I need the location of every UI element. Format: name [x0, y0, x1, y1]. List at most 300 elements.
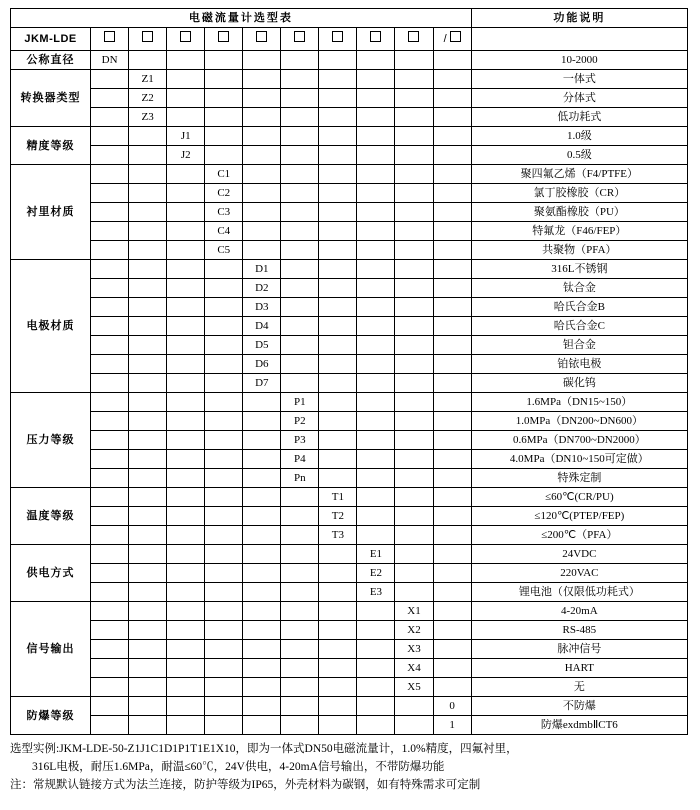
empty-cell [243, 678, 281, 697]
empty-cell [395, 146, 433, 165]
empty-cell [395, 374, 433, 393]
code-cell[interactable]: P3 [281, 431, 319, 450]
empty-cell [319, 336, 357, 355]
empty-cell [129, 602, 167, 621]
empty-cell [243, 241, 281, 260]
code-cell[interactable]: DN [91, 51, 129, 70]
empty-cell [357, 412, 395, 431]
empty-cell [357, 317, 395, 336]
empty-cell [357, 488, 395, 507]
empty-cell [281, 165, 319, 184]
empty-cell [129, 640, 167, 659]
empty-cell [281, 583, 319, 602]
empty-cell [129, 374, 167, 393]
empty-cell [357, 640, 395, 659]
empty-cell [395, 184, 433, 203]
empty-cell [91, 602, 129, 621]
empty-cell [395, 317, 433, 336]
model-code-box-10[interactable] [433, 28, 471, 51]
empty-cell [319, 279, 357, 298]
code-cell[interactable]: 1 [433, 716, 471, 735]
empty-cell [91, 488, 129, 507]
empty-cell [281, 127, 319, 146]
empty-cell [91, 203, 129, 222]
empty-cell [433, 488, 471, 507]
empty-cell [91, 716, 129, 735]
empty-cell [357, 526, 395, 545]
empty-cell [243, 89, 281, 108]
empty-cell [91, 526, 129, 545]
empty-cell [129, 412, 167, 431]
row-label-7: 温度等级 [11, 488, 91, 545]
empty-cell [433, 412, 471, 431]
empty-cell [319, 716, 357, 735]
empty-cell [129, 241, 167, 260]
empty-cell [357, 678, 395, 697]
description-cell: 4-20mA [471, 602, 687, 621]
empty-cell [357, 241, 395, 260]
empty-cell [205, 51, 243, 70]
empty-cell [281, 640, 319, 659]
empty-cell [91, 431, 129, 450]
empty-cell [433, 260, 471, 279]
code-cell[interactable]: D7 [243, 374, 281, 393]
empty-cell [281, 241, 319, 260]
checkbox-glyph[interactable] [408, 31, 419, 42]
empty-cell [129, 488, 167, 507]
checkbox-glyph[interactable] [450, 31, 461, 42]
code-cell[interactable]: Z3 [129, 108, 167, 127]
empty-cell [357, 431, 395, 450]
empty-cell [167, 184, 205, 203]
description-cell: 分体式 [471, 89, 687, 108]
empty-cell [281, 678, 319, 697]
empty-cell [167, 393, 205, 412]
empty-cell [205, 279, 243, 298]
empty-cell [395, 70, 433, 89]
empty-cell [357, 374, 395, 393]
description-cell: 哈氏合金C [471, 317, 687, 336]
empty-cell [129, 583, 167, 602]
empty-cell [395, 108, 433, 127]
empty-cell [433, 222, 471, 241]
row-label-6: 压力等级 [11, 393, 91, 488]
code-cell[interactable]: T3 [319, 526, 357, 545]
empty-cell [167, 374, 205, 393]
description-cell: ≤120℃(PTEP/FEP) [471, 507, 687, 526]
model-code-box-8[interactable] [357, 28, 395, 51]
row-label-4: 衬里材质 [11, 165, 91, 260]
empty-cell [243, 716, 281, 735]
empty-cell [357, 621, 395, 640]
checkbox-glyph[interactable] [104, 31, 115, 42]
empty-cell [433, 621, 471, 640]
empty-cell [319, 355, 357, 374]
code-cell[interactable]: P4 [281, 450, 319, 469]
empty-cell [167, 450, 205, 469]
empty-cell [91, 374, 129, 393]
code-cell[interactable]: C2 [205, 184, 243, 203]
empty-cell [91, 336, 129, 355]
empty-cell [319, 583, 357, 602]
function-title: 功能说明 [471, 9, 687, 28]
empty-cell [205, 526, 243, 545]
code-cell[interactable]: D2 [243, 279, 281, 298]
empty-cell [319, 431, 357, 450]
empty-cell [129, 716, 167, 735]
empty-cell [205, 678, 243, 697]
table-title: 电磁流量计选型表 [11, 9, 472, 28]
empty-cell [357, 336, 395, 355]
description-cell: 哈氏合金B [471, 298, 687, 317]
slash-separator: / [443, 33, 447, 45]
empty-cell [91, 241, 129, 260]
empty-cell [357, 70, 395, 89]
empty-cell [91, 469, 129, 488]
code-cell[interactable]: C1 [205, 165, 243, 184]
empty-cell [395, 393, 433, 412]
empty-cell [205, 412, 243, 431]
empty-cell [91, 678, 129, 697]
empty-cell [395, 583, 433, 602]
empty-cell [395, 450, 433, 469]
empty-cell [129, 469, 167, 488]
empty-cell [395, 241, 433, 260]
code-cell[interactable]: D4 [243, 317, 281, 336]
checkbox-glyph[interactable] [142, 31, 153, 42]
empty-cell [129, 450, 167, 469]
row-label-5: 电极材质 [11, 260, 91, 393]
checkbox-glyph[interactable] [218, 31, 229, 42]
empty-cell [395, 127, 433, 146]
description-cell: 1.0级 [471, 127, 687, 146]
code-cell[interactable]: P2 [281, 412, 319, 431]
empty-cell [433, 393, 471, 412]
empty-cell [281, 488, 319, 507]
empty-cell [395, 260, 433, 279]
model-code-box-9[interactable] [395, 28, 433, 51]
empty-cell [319, 108, 357, 127]
description-cell: 聚氨酯橡胶（PU） [471, 203, 687, 222]
row-label-3: 精度等级 [11, 127, 91, 165]
empty-cell [205, 146, 243, 165]
empty-cell [205, 393, 243, 412]
empty-cell [205, 336, 243, 355]
description-cell: 不防爆 [471, 697, 687, 716]
empty-cell [319, 697, 357, 716]
empty-cell [281, 621, 319, 640]
notes-block [10, 741, 688, 794]
empty-cell [243, 526, 281, 545]
empty-cell [167, 260, 205, 279]
empty-cell [357, 602, 395, 621]
model-code-box-4[interactable] [205, 28, 243, 51]
model-code-box-7[interactable] [319, 28, 357, 51]
empty-cell [243, 469, 281, 488]
empty-cell [319, 469, 357, 488]
empty-cell [243, 697, 281, 716]
empty-cell [433, 165, 471, 184]
model-code-box-2[interactable] [129, 28, 167, 51]
empty-cell [167, 678, 205, 697]
empty-cell [91, 165, 129, 184]
empty-cell [129, 317, 167, 336]
description-cell: 钽合金 [471, 336, 687, 355]
description-cell: 脉冲信号 [471, 640, 687, 659]
empty-cell [319, 127, 357, 146]
empty-cell [395, 51, 433, 70]
empty-cell [357, 184, 395, 203]
description-cell: 碳化钨 [471, 374, 687, 393]
empty-cell [357, 108, 395, 127]
code-cell[interactable]: C3 [205, 203, 243, 222]
description-cell: 10-2000 [471, 51, 687, 70]
empty-cell [91, 659, 129, 678]
code-cell[interactable]: C5 [205, 241, 243, 260]
code-cell[interactable]: D3 [243, 298, 281, 317]
empty-cell [319, 146, 357, 165]
code-cell[interactable]: X1 [395, 602, 433, 621]
empty-cell [129, 526, 167, 545]
code-cell[interactable]: D1 [243, 260, 281, 279]
empty-cell [205, 127, 243, 146]
empty-cell [167, 317, 205, 336]
model-code-box-1[interactable] [91, 28, 129, 51]
code-cell[interactable]: C4 [205, 222, 243, 241]
empty-cell [395, 412, 433, 431]
empty-cell [433, 602, 471, 621]
empty-cell [433, 431, 471, 450]
empty-cell [129, 165, 167, 184]
description-cell: 0.5级 [471, 146, 687, 165]
empty-cell [281, 146, 319, 165]
checkbox-glyph[interactable] [332, 31, 343, 42]
code-cell[interactable]: Z2 [129, 89, 167, 108]
empty-cell [395, 488, 433, 507]
empty-cell [91, 545, 129, 564]
empty-cell [395, 203, 433, 222]
empty-cell [91, 393, 129, 412]
code-cell[interactable]: D5 [243, 336, 281, 355]
empty-cell [167, 564, 205, 583]
empty-cell [205, 298, 243, 317]
empty-cell [167, 469, 205, 488]
empty-cell [281, 203, 319, 222]
empty-cell [319, 222, 357, 241]
empty-cell [357, 298, 395, 317]
description-cell: 220VAC [471, 564, 687, 583]
empty-cell [167, 488, 205, 507]
code-cell[interactable]: T1 [319, 488, 357, 507]
empty-cell [281, 374, 319, 393]
description-cell: ≤60℃(CR/PU) [471, 488, 687, 507]
empty-cell [433, 336, 471, 355]
empty-cell [129, 51, 167, 70]
empty-cell [129, 184, 167, 203]
empty-cell [357, 659, 395, 678]
empty-cell [281, 51, 319, 70]
empty-cell [281, 336, 319, 355]
code-cell[interactable]: J2 [167, 146, 205, 165]
code-cell[interactable]: D6 [243, 355, 281, 374]
code-cell[interactable]: T2 [319, 507, 357, 526]
empty-cell [281, 184, 319, 203]
description-cell: 聚四氟乙烯（F4/PTFE） [471, 165, 687, 184]
empty-cell [167, 507, 205, 526]
checkbox-glyph[interactable] [180, 31, 191, 42]
description-cell: 1.0MPa（DN200~DN600） [471, 412, 687, 431]
empty-cell [395, 298, 433, 317]
empty-cell [395, 526, 433, 545]
empty-cell [167, 545, 205, 564]
code-cell[interactable]: E1 [357, 545, 395, 564]
description-cell: RS-485 [471, 621, 687, 640]
description-cell: 无 [471, 678, 687, 697]
empty-cell [433, 355, 471, 374]
empty-cell [357, 222, 395, 241]
empty-cell [205, 469, 243, 488]
empty-cell [395, 697, 433, 716]
empty-cell [129, 222, 167, 241]
code-cell[interactable]: P1 [281, 393, 319, 412]
function-blank-cell [471, 28, 687, 51]
code-cell[interactable]: X4 [395, 659, 433, 678]
code-cell[interactable]: Z1 [129, 70, 167, 89]
empty-cell [91, 89, 129, 108]
checkbox-glyph[interactable] [294, 31, 305, 42]
empty-cell [281, 545, 319, 564]
empty-cell [167, 222, 205, 241]
row-label-2: 转换器类型 [11, 70, 91, 127]
empty-cell [281, 89, 319, 108]
empty-cell [395, 279, 433, 298]
empty-cell [319, 678, 357, 697]
empty-cell [129, 279, 167, 298]
code-cell[interactable]: E2 [357, 564, 395, 583]
empty-cell [91, 564, 129, 583]
empty-cell [319, 374, 357, 393]
note-example-line1: 选型实例:JKM-LDE-50-Z1J1C1D1P1T1E1X10，即为一体式DN50电磁流量计，1.0%精度，四氟衬里， [10, 743, 518, 755]
empty-cell [91, 450, 129, 469]
code-cell[interactable]: X2 [395, 621, 433, 640]
empty-cell [357, 146, 395, 165]
empty-cell [129, 564, 167, 583]
empty-cell [167, 602, 205, 621]
empty-cell [433, 241, 471, 260]
empty-cell [91, 260, 129, 279]
empty-cell [319, 602, 357, 621]
description-cell: ≤200℃（PFA） [471, 526, 687, 545]
empty-cell [357, 279, 395, 298]
empty-cell [319, 89, 357, 108]
empty-cell [167, 279, 205, 298]
empty-cell [395, 355, 433, 374]
empty-cell [319, 545, 357, 564]
empty-cell [357, 165, 395, 184]
empty-cell [281, 716, 319, 735]
description-cell: 特氟龙（F46/FEP） [471, 222, 687, 241]
code-cell[interactable]: Pn [281, 469, 319, 488]
empty-cell [433, 317, 471, 336]
empty-cell [91, 146, 129, 165]
empty-cell [395, 545, 433, 564]
empty-cell [129, 298, 167, 317]
empty-cell [281, 317, 319, 336]
empty-cell [357, 450, 395, 469]
empty-cell [129, 621, 167, 640]
empty-cell [357, 507, 395, 526]
empty-cell [319, 70, 357, 89]
empty-cell [357, 393, 395, 412]
empty-cell [243, 431, 281, 450]
description-cell: 一体式 [471, 70, 687, 89]
row-label-10: 防爆等级 [11, 697, 91, 735]
empty-cell [243, 450, 281, 469]
empty-cell [243, 165, 281, 184]
empty-cell [281, 222, 319, 241]
empty-cell [433, 545, 471, 564]
model-name: JKM-LDE [11, 28, 91, 51]
empty-cell [167, 526, 205, 545]
empty-cell [129, 203, 167, 222]
empty-cell [243, 602, 281, 621]
empty-cell [167, 298, 205, 317]
empty-cell [433, 89, 471, 108]
empty-cell [243, 583, 281, 602]
empty-cell [433, 203, 471, 222]
empty-cell [91, 640, 129, 659]
empty-cell [167, 51, 205, 70]
code-cell[interactable]: X5 [395, 678, 433, 697]
empty-cell [167, 640, 205, 659]
empty-cell [433, 659, 471, 678]
model-code-box-3[interactable] [167, 28, 205, 51]
checkbox-glyph[interactable] [256, 31, 267, 42]
empty-cell [319, 184, 357, 203]
empty-cell [357, 203, 395, 222]
empty-cell [129, 146, 167, 165]
model-code-box-6[interactable] [281, 28, 319, 51]
empty-cell [319, 203, 357, 222]
empty-cell [167, 697, 205, 716]
empty-cell [167, 355, 205, 374]
row-label-9: 信号输出 [11, 602, 91, 697]
code-cell[interactable]: 0 [433, 697, 471, 716]
code-cell[interactable]: J1 [167, 127, 205, 146]
empty-cell [205, 564, 243, 583]
empty-cell [357, 355, 395, 374]
empty-cell [91, 127, 129, 146]
empty-cell [395, 89, 433, 108]
empty-cell [129, 127, 167, 146]
empty-cell [433, 184, 471, 203]
code-cell[interactable]: E3 [357, 583, 395, 602]
empty-cell [167, 659, 205, 678]
model-code-box-5[interactable] [243, 28, 281, 51]
empty-cell [319, 564, 357, 583]
empty-cell [91, 298, 129, 317]
checkbox-glyph[interactable] [370, 31, 381, 42]
description-cell: 铂铱电极 [471, 355, 687, 374]
empty-cell [167, 336, 205, 355]
empty-cell [357, 127, 395, 146]
empty-cell [243, 203, 281, 222]
empty-cell [167, 89, 205, 108]
empty-cell [433, 108, 471, 127]
code-cell[interactable]: X3 [395, 640, 433, 659]
empty-cell [281, 602, 319, 621]
empty-cell [281, 564, 319, 583]
